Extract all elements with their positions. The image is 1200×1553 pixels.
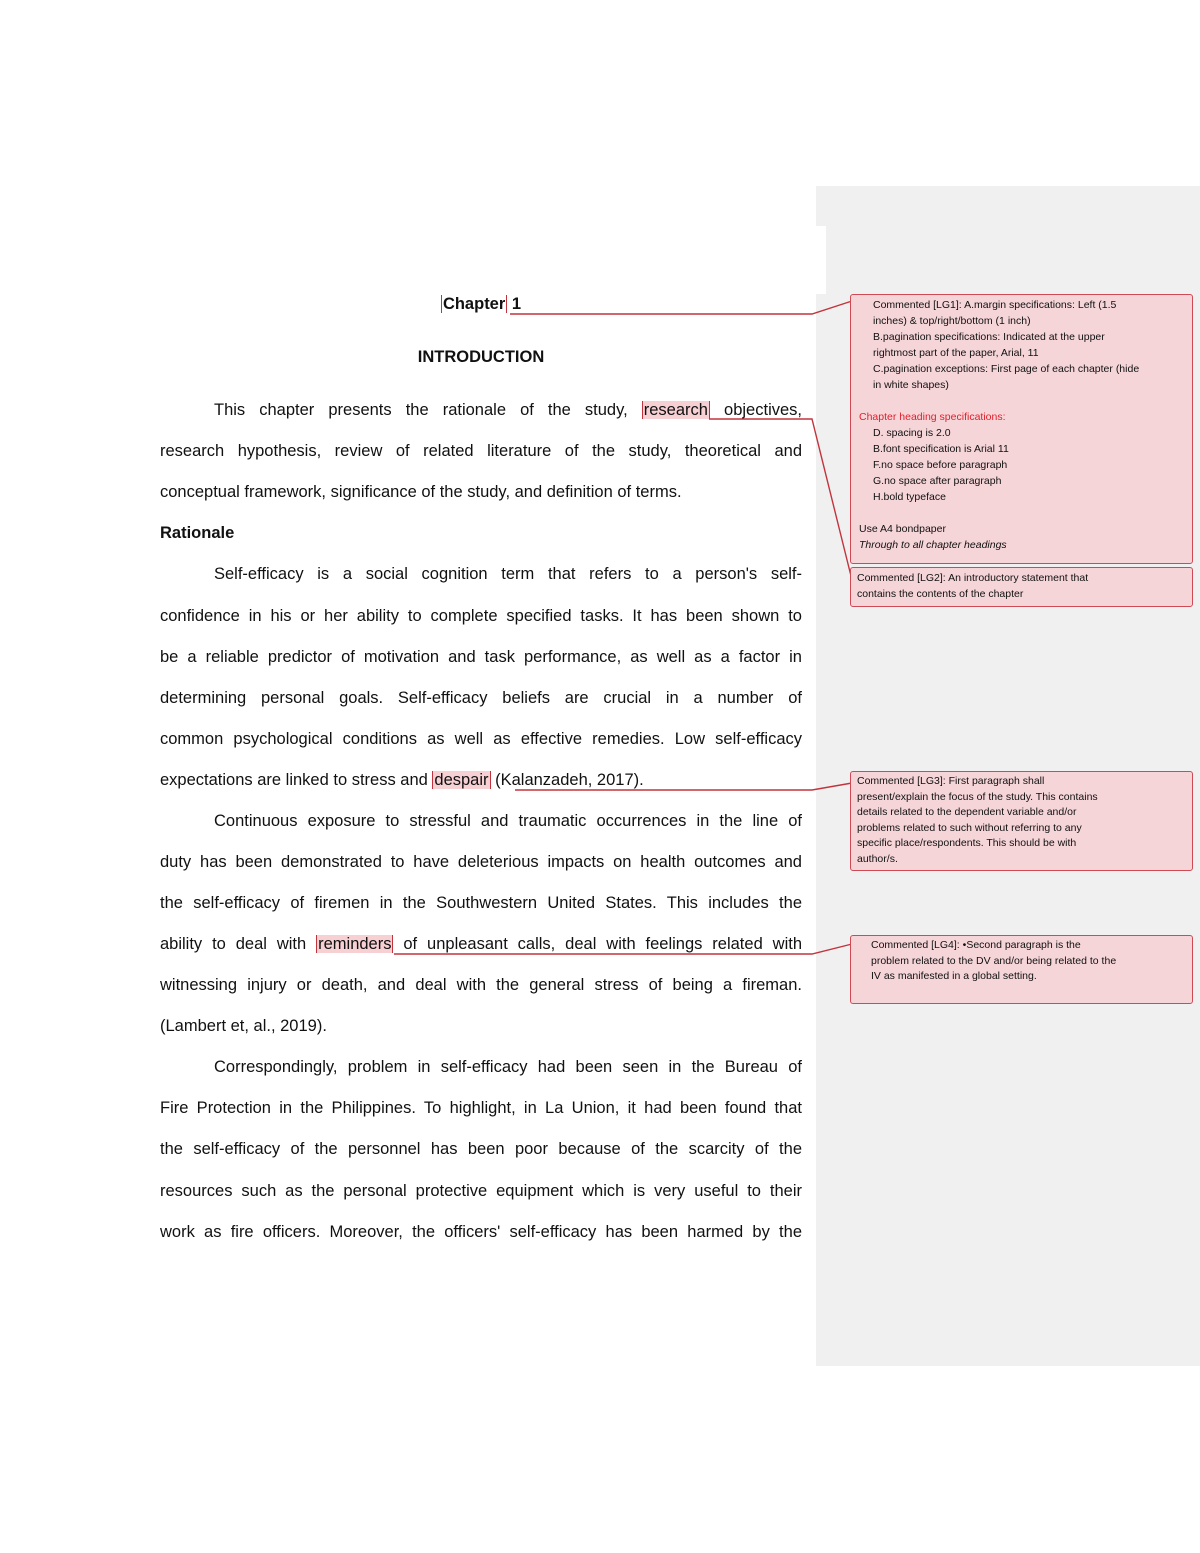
comment-lg1-g: G.no space after paragraph (873, 475, 1002, 487)
comment-lg1-heading-spec: Chapter heading specifications: (859, 411, 1006, 423)
comment-lg3-text4: problems related to such without referring to any (857, 821, 1082, 834)
comment-lg4[interactable] (850, 935, 1193, 1004)
comment-lg4-label: Commented [LG4]: (871, 939, 960, 951)
highlight-reminders[interactable]: reminders (318, 935, 392, 953)
comment-lg1-b2: rightmost part of the paper, Arial, 11 (873, 347, 1039, 359)
para3-line-2: Fire Protection in the Philippines. To highlight, in La Union, it had been found that (160, 1099, 802, 1117)
para1-line-1: Self-efficacy is a social cognition term that refers to a person's self- (214, 565, 802, 583)
comment-lg2-text1: An introductory statement that (948, 572, 1089, 584)
comment-lg1-b: B.pagination specifications: Indicated at the upper (873, 331, 1105, 343)
comment-lg1-label: Commented [LG1]: (873, 299, 962, 311)
comment-lg1-d: D. spacing is 2.0 (873, 427, 951, 439)
comment-lg1[interactable] (850, 294, 1193, 564)
highlight-research[interactable]: research (643, 401, 708, 419)
para2-line-5: witnessing injury or death, and deal with the general stress of being a fireman. (160, 976, 802, 994)
chapter-heading[interactable] (160, 295, 802, 314)
rationale-heading: Rationale (160, 524, 235, 542)
comment-lg2[interactable] (850, 567, 1193, 607)
para3-line-4: resources such as the personal protective equipment which is very useful to their (160, 1182, 802, 1200)
intro-line-2: research hypothesis, review of related literature of the study, theoretical and (160, 442, 802, 460)
comment-lg1-h: H.bold typeface (873, 491, 946, 503)
comment-lg4-text1: •Second paragraph is the (962, 939, 1081, 951)
chapter-title: INTRODUCTION (417, 348, 545, 366)
comment-lg3-text5: specific place/respondents. This should be with (857, 837, 1077, 849)
comment-lg2-text2: contains the contents of the chapter (857, 588, 1024, 600)
para1-line-3: be a reliable predictor of motivation and task performance, as well as a factor in (160, 648, 802, 666)
para2-line-4-pre: ability to deal with (160, 935, 317, 953)
comment-lg3-text6: author/s. (857, 852, 898, 865)
comment-lg3-text3: details related to the dependent variable and/or (857, 806, 1077, 818)
chapter-label: Chapter (442, 295, 506, 313)
para2-line-3: the self-efficacy of firemen in the Southwestern United States. This includes the (160, 894, 802, 912)
comment-lg2-label: Commented [LG2]: (857, 572, 946, 584)
para2-line-6: (Lambert et, al., 2019). (160, 1017, 327, 1035)
comment-lg1-e: B.font specification is Arial 11 (873, 443, 1009, 455)
chapter-number: 1 (511, 295, 522, 313)
comment-lg4-text3: IV as manifested in a global setting. (871, 970, 1037, 982)
comment-lg3-label: Commented [LG3]: (857, 775, 946, 787)
comment-lg4-text2: problem related to the DV and/or being related to the (871, 954, 1117, 967)
comment-lg3-text2: present/explain the focus of the study. This contains (857, 790, 1098, 803)
comment-lg1-through: Through to all chapter headings (859, 539, 1007, 551)
intro-line-3: conceptual framework, significance of the study, and definition of terms. (160, 483, 682, 501)
para2-line-4-post: of unpleasant calls, deal with feelings related with (393, 935, 802, 953)
para2-line-2: duty has been demonstrated to have deleterious impacts on health outcomes and (160, 853, 802, 871)
comment-lg1-a: A.margin specifications: Left (1.5 (964, 299, 1117, 311)
para3-line-5: work as fire officers. Moreover, the officers' self-efficacy has been harmed by the (160, 1223, 802, 1241)
para2-line-1: Continuous exposure to stressful and traumatic occurrences in the line of (214, 812, 802, 830)
comment-lg1-c2: in white shapes) (873, 379, 949, 391)
para3-line-3: the self-efficacy of the personnel has been poor because of the scarcity of the (160, 1140, 802, 1158)
intro-line-1-pre: This chapter presents the rationale of the study, (214, 401, 642, 419)
intro-line-1 (214, 400, 802, 420)
highlight-despair[interactable]: despair (434, 771, 489, 789)
intro-line-1-post: objectives, (709, 401, 802, 419)
para1-line-6-post: (Kalanzadeh, 2017). (490, 771, 644, 789)
comment-lg1-c: C.pagination exceptions: First page of each chapter (hide (873, 363, 1140, 375)
para1-line-6-pre: expectations are linked to stress and (160, 771, 433, 789)
comment-lg1-f: F.no space before paragraph (873, 459, 1008, 471)
para1-line-2: confidence in his or her ability to complete specified tasks. It has been shown to (160, 607, 802, 625)
para1-line-5: common psychological conditions as well as effective remedies. Low self-efficacy (160, 730, 802, 748)
comment-lg3-text1: First paragraph shall (948, 775, 1045, 787)
comment-lg1-a2: inches) & top/right/bottom (1 inch) (873, 315, 1031, 327)
chapter-label-anchor[interactable] (441, 295, 507, 313)
para1-line-6 (160, 770, 802, 790)
comment-lg3[interactable] (850, 771, 1193, 871)
para2-line-4 (160, 934, 802, 954)
para3-line-1: Correspondingly, problem in self-efficacy had been seen in the Bureau of (214, 1058, 802, 1076)
para1-line-4: determining personal goals. Self-efficacy beliefs are crucial in a number of (160, 689, 802, 707)
comment-lg1-paper: Use A4 bondpaper (859, 523, 946, 535)
